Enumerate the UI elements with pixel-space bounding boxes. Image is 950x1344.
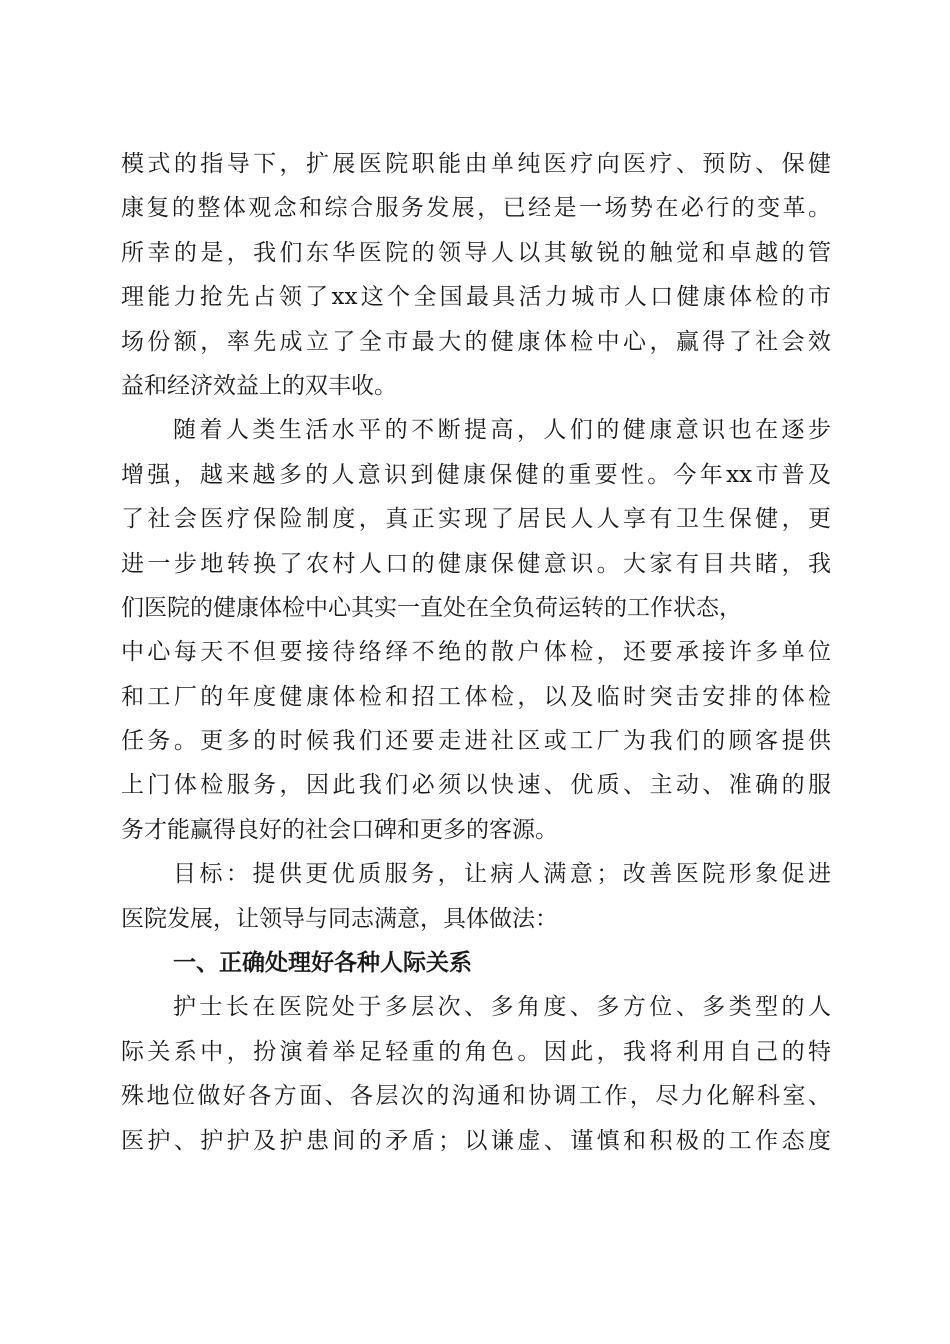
text-line: 理能力抢先占领了xx这个全国最具活力城市人口健康体检的市	[121, 284, 831, 311]
text-line: 进一步地转换了农村人口的健康保健意识。大家有目共睹，我	[121, 550, 831, 577]
document-body	[121, 142, 831, 1163]
text-line: 医院发展，让领导与同志满意，具体做法：	[121, 905, 558, 932]
text-line: 护士长在医院处于多层次、多角度、多方位、多类型的人	[173, 994, 831, 1021]
text-line: 场份额，率先成立了全市最大的健康体检中心，赢得了社会效	[121, 328, 831, 355]
text-line: 益和经济效益上的双丰收。	[121, 372, 397, 399]
text-line: 康复的整体观念和综合服务发展，已经是一场势在必行的变革。	[121, 195, 831, 222]
text-line: 殊地位做好各方面、各层次的沟通和协调工作，尽力化解科室、	[121, 1083, 831, 1110]
text-line: 目标：提供更优质服务，让病人满意；改善医院形象促进	[173, 861, 831, 888]
paragraph-2	[121, 408, 831, 852]
text-line: 们医院的健康体检中心其实一直处在全负荷运转的工作状态，	[121, 594, 742, 621]
paragraph-1	[121, 142, 831, 408]
text-line: 模式的指导下，扩展医院职能由单纯医疗向医疗、预防、保健	[121, 151, 831, 177]
text-line: 上门体检服务，因此我们必须以快速、优质、主动、准确的服	[121, 772, 831, 799]
text-line: 增强，越来越多的人意识到健康保健的重要性。今年xx市普及	[121, 461, 831, 488]
text-line: 随着人类生活水平的不断提高，人们的健康意识也在逐步	[173, 417, 831, 444]
paragraph-3	[121, 852, 831, 941]
section-heading: 一、正确处理好各种人际关系	[173, 950, 472, 977]
text-line: 医护、护护及护患间的矛盾；以谦虚、谨慎和积极的工作态度	[121, 1127, 831, 1154]
text-line: 中心每天不但要接待络绎不绝的散户体检，还要承接许多单位	[121, 639, 831, 666]
text-line: 任务。更多的时候我们还要走进社区或工厂为我们的顾客提供	[121, 728, 831, 755]
text-line: 所幸的是，我们东华医院的领导人以其敏锐的触觉和卓越的管	[121, 239, 831, 266]
section-paragraph	[121, 985, 831, 1163]
text-line: 了社会医疗保险制度，真正实现了居民人人享有卫生保健，更	[121, 506, 831, 533]
text-line: 务才能赢得良好的社会口碑和更多的客源。	[121, 816, 558, 843]
text-line: 和工厂的年度健康体检和招工体检，以及临时突击安排的体检	[121, 683, 831, 710]
text-line: 际关系中，扮演着举足轻重的角色。因此，我将利用自己的特	[121, 1038, 831, 1065]
